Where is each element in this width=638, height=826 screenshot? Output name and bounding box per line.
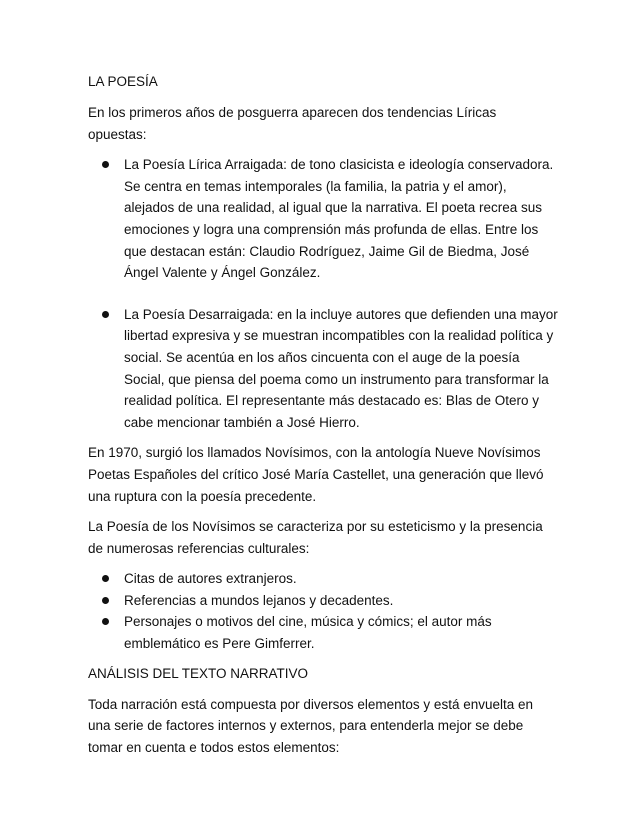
features-list [88, 568, 558, 654]
bullet-icon [102, 575, 109, 582]
list-item [88, 154, 558, 284]
paragraph-novisimos: La Poesía de los Novísimos se caracteriza por su esteticismo y la presencia de numerosas referencias culturales: [88, 519, 543, 556]
list-item-text: Referencias a mundos lejanos y decadentes. [124, 592, 394, 608]
paragraph-1970: En 1970, surgió los llamados Novísimos, con la antología Nueve Novísimos Poetas Españoles del crítico José María Castellet, una generación que llevó una ruptura con la poesía precedente. [88, 445, 544, 504]
list-item [88, 304, 558, 434]
bullet-icon [102, 161, 109, 168]
section-heading-analisis: ANÁLISIS DEL TEXTO NARRATIVO [88, 665, 309, 681]
list-item-text: Citas de autores extranjeros. [124, 571, 297, 587]
paragraph-narrativo: Toda narración está compuesta por diversos elementos y está envuelta en una serie de factores internos y externos, para entenderla mejor se debe tomar en cuenta e todos estos elementos: [88, 696, 534, 755]
list-item [88, 568, 558, 590]
bullet-icon [102, 311, 109, 318]
list-item-text: La Poesía Desarraigada: en la incluye autores que defienden una mayor libertad expresiva y se muestran incompatibles con la realidad política y social. Se acentúa en los años cincuenta con el auge de la poesía Social, que piensa del poema como un instrumento para transformar la realidad política. El representante más destacado es: Blas de Otero y cabe mencionar también a José Hierro. [124, 306, 558, 430]
bullet-icon [102, 597, 109, 604]
list-item-text: Personajes o motivos del cine, música y cómics; el autor más emblemático es Pere Gimferrer. [124, 614, 492, 652]
list-item [88, 590, 558, 612]
tendencies-list [88, 154, 558, 433]
intro-paragraph: En los primeros años de posguerra aparecen dos tendencias Líricas opuestas: [88, 105, 497, 142]
section-heading-poesia: LA POESÍA [88, 74, 158, 89]
bullet-icon [102, 618, 109, 625]
list-item [88, 611, 558, 654]
list-item-text: La Poesía Lírica Arraigada: de tono clasicista e ideología conservadora. Se centra en temas intemporales (la familia, la patria y el amor), alejados de una realidad, al igual que la narrativa. El poeta recrea sus emociones y logra una comprensión más profunda de ellas. Entre los que destacan están: Claudio Rodríguez, Jaime Gil de Biedma, José Ángel Valente y Ángel González. [124, 157, 554, 281]
